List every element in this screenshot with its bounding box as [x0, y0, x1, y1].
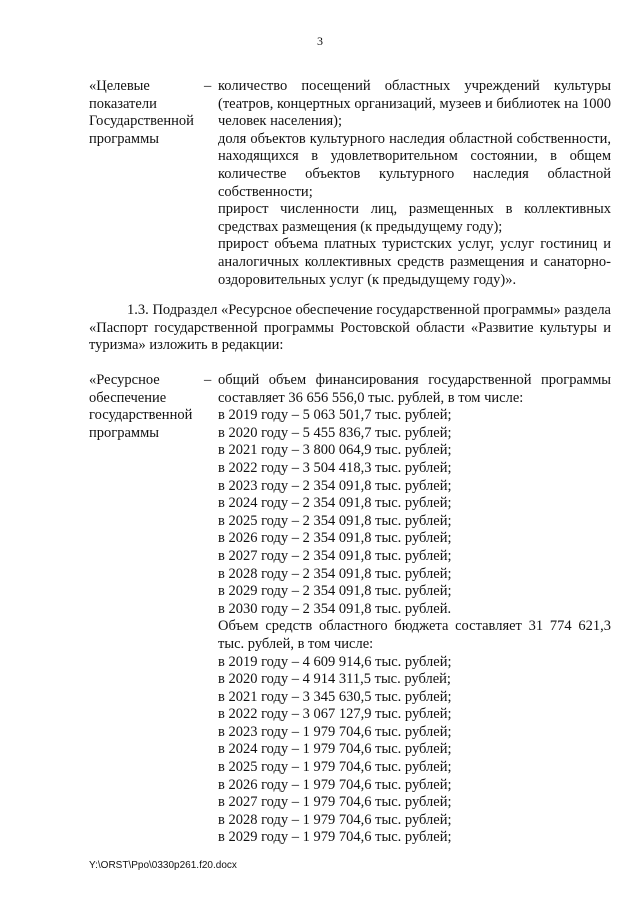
resource-provision-dash: – — [204, 372, 212, 388]
indicator-item: доля объектов культурного наследия областной собственности, находящихся в удовлетворительном состоянии, в общем количестве объектов культурного наследия областной собственности; — [218, 130, 611, 200]
indicator-item: количество посещений областных учреждений культуры (театров, концертных организаций, музеев и библиотек на 1000 человек населения); — [218, 78, 611, 130]
funding-year-line: в 2027 году – 1 979 704,6 тыс. рублей; — [218, 794, 452, 811]
funding-year-line: в 2026 году – 1 979 704,6 тыс. рублей; — [218, 776, 452, 793]
funding-year-line: в 2029 году – 2 354 091,8 тыс. рублей; — [218, 583, 452, 600]
funding-year-line: в 2020 году – 4 914 311,5 тыс. рублей; — [218, 671, 451, 688]
total-funding-intro: общий объем финансирования государственной программы составляет 36 656 556,0 тыс. рублей, в том числе: — [218, 372, 611, 406]
resource-provision-content — [218, 372, 611, 847]
target-indicators-block — [89, 78, 611, 289]
section-paragraph: 1.3. Подраздел «Ресурсное обеспечение государственной программы» раздела «Паспорт государственной программы Ростовской области «Развитие культуры и туризма» изложить в редакции: — [89, 302, 611, 354]
funding-year-line: в 2026 году – 2 354 091,8 тыс. рублей; — [218, 530, 452, 547]
funding-year-line: в 2023 году – 2 354 091,8 тыс. рублей; — [218, 477, 452, 494]
funding-year-line: в 2022 году – 3 504 418,3 тыс. рублей; — [218, 459, 452, 476]
funding-year-line: в 2025 году – 1 979 704,6 тыс. рублей; — [218, 759, 452, 776]
funding-year-line: в 2019 году – 5 063 501,7 тыс. рублей; — [218, 407, 452, 424]
funding-year-line: в 2030 году – 2 354 091,8 тыс. рублей. — [218, 600, 452, 617]
funding-year-line: в 2028 году – 2 354 091,8 тыс. рублей; — [218, 565, 452, 582]
funding-year-line: в 2029 году – 1 979 704,6 тыс. рублей; — [218, 829, 452, 846]
resource-provision-label: «Ресурсное обеспечение государственной программы — [89, 372, 193, 441]
total-funding-years — [218, 407, 611, 618]
page-number: 3 — [317, 34, 323, 48]
indicator-item: прирост объема платных туристских услуг, услуг гостиниц и аналогичных коллективных средств размещения и санаторно-оздоровительных услуг (к предыдущему году)». — [218, 236, 611, 288]
funding-year-line: в 2024 году – 1 979 704,6 тыс. рублей; — [218, 741, 452, 758]
funding-year-line: в 2019 году – 4 609 914,6 тыс. рублей; — [218, 653, 452, 670]
funding-year-line: в 2021 году – 3 345 630,5 тыс. рублей; — [218, 688, 452, 705]
target-indicators-label: «Целевые показатели Государственной программы — [89, 78, 194, 147]
funding-year-line: в 2021 году – 3 800 064,9 тыс. рублей; — [218, 442, 452, 459]
regional-funding-years — [218, 654, 611, 848]
regional-funding-intro: Объем средств областного бюджета составляет 31 774 621,3 тыс. рублей, в том числе: — [218, 618, 611, 652]
funding-year-line: в 2027 году – 2 354 091,8 тыс. рублей; — [218, 547, 452, 564]
file-path-footer: Y:\ORST\Ppo\0330p261.f20.docx — [89, 860, 237, 871]
funding-year-line: в 2024 году – 2 354 091,8 тыс. рублей; — [218, 495, 452, 512]
target-indicators-list — [218, 78, 611, 289]
funding-year-line: в 2023 году – 1 979 704,6 тыс. рублей; — [218, 723, 452, 740]
funding-year-line: в 2022 году – 3 067 127,9 тыс. рублей; — [218, 706, 452, 723]
indicator-item: прирост численности лиц, размещенных в коллективных средствах размещения (к предыдущему году); — [218, 201, 611, 235]
target-indicators-dash: – — [204, 78, 212, 94]
funding-year-line: в 2020 году – 5 455 836,7 тыс. рублей; — [218, 424, 452, 441]
funding-year-line: в 2028 году – 1 979 704,6 тыс. рублей; — [218, 811, 452, 828]
funding-year-line: в 2025 году – 2 354 091,8 тыс. рублей; — [218, 512, 452, 529]
resource-provision-block — [89, 372, 611, 847]
